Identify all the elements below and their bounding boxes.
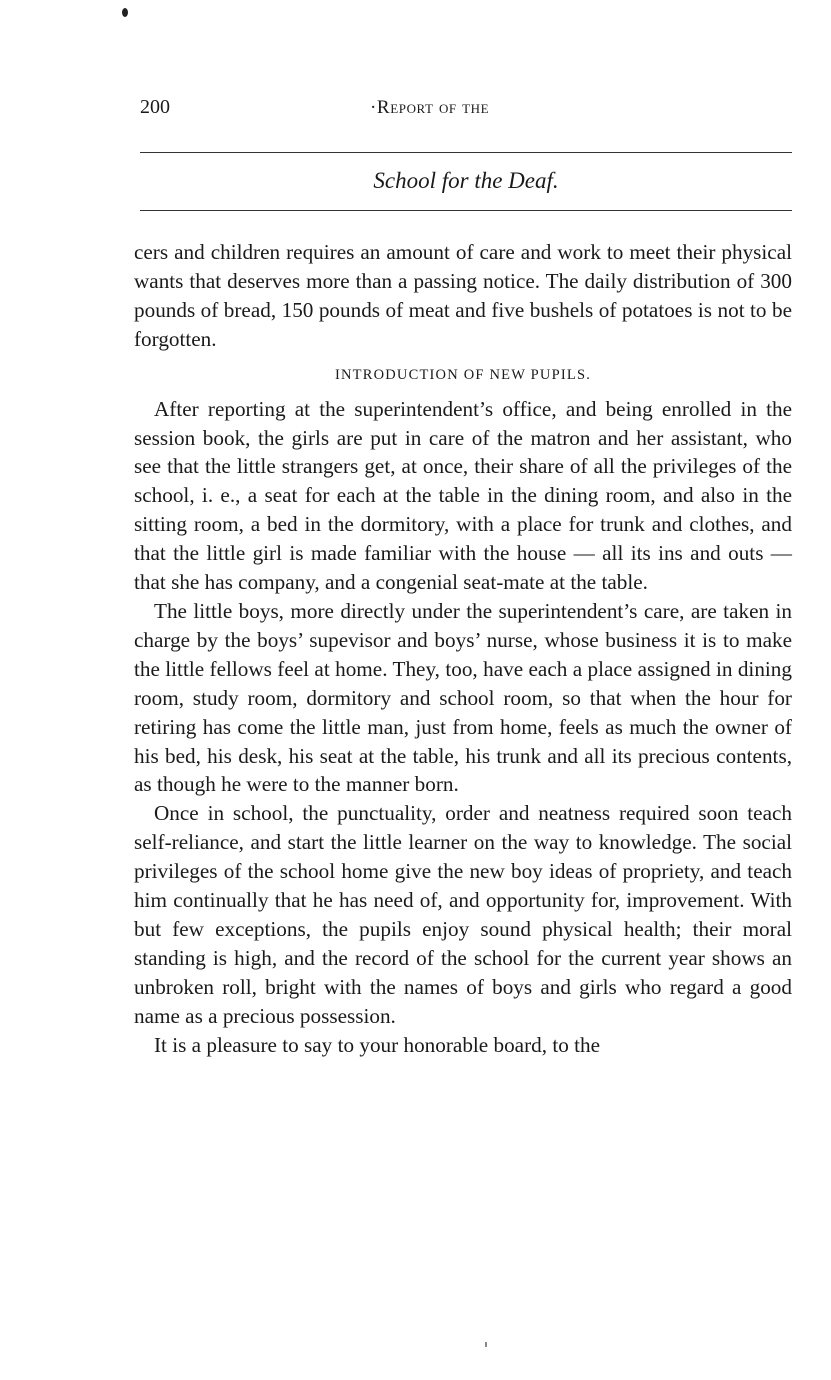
running-header	[140, 96, 792, 124]
paragraph: Once in school, the punctuality, order and neatness required soon teach self-reliance, and start the little learner on the way to knowledge. The social privileges of the school home give the new boy ideas of propriety, and teach him continually that he has need of, and opportunity for, improvement. With but few exceptions, the pupils enjoy sound physical health; their moral standing is high, and the record of the school for the current year shows an unbroken roll, bright with the names of boys and girls who regard a good name as a precious possession.	[134, 801, 792, 1028]
body-text	[134, 238, 792, 1059]
running-title: ·Report of the	[370, 97, 490, 118]
paragraph: After reporting at the superintendent’s office, and being enrolled in the session book, the girls are put in care of the matron and her assistant, who see that the little strangers get, at once, their share of all the privileges of the school, i. e., a seat for each at the table in the dining room, and also in the sitting room, a bed in the dormitory, with a place for trunk and clothes, and that the little girl is made familiar with the house — all its ins and outs — that she has company, and a congenial seat-mate at the table.	[134, 396, 792, 595]
subheading: INTRODUCTION OF NEW PUPILS.	[334, 366, 592, 383]
header-rule-top	[140, 152, 792, 153]
section-title: School for the Deaf.	[373, 168, 559, 193]
header-rule-bottom	[140, 210, 792, 211]
ink-speck	[122, 8, 128, 17]
ink-speck	[485, 1342, 487, 1347]
paragraph: The little boys, more directly under the superintendent’s care, are taken in charge by the boys’ supevisor and boys’ nurse, whose business it is to make the little fellows feel at home. They, too, have each a place assigned in dining room, study room, dormitory and school room, so that when the hour for retiring has come the little man, just from home, feels as much the owner of his bed, his desk, his seat at the table, his trunk and all its precious contents, as though he were to the manner born.	[134, 598, 792, 797]
paragraph-continued: cers and children requires an amount of care and work to meet their physical wants that deserves more than a passing notice. The daily distribution of 300 pounds of bread, 150 pounds of meat and five bushels of potatoes is not to be forgotten.	[134, 240, 792, 351]
paragraph: It is a pleasure to say to your honorable board, to the	[154, 1032, 600, 1057]
page-number: 200	[140, 96, 170, 118]
